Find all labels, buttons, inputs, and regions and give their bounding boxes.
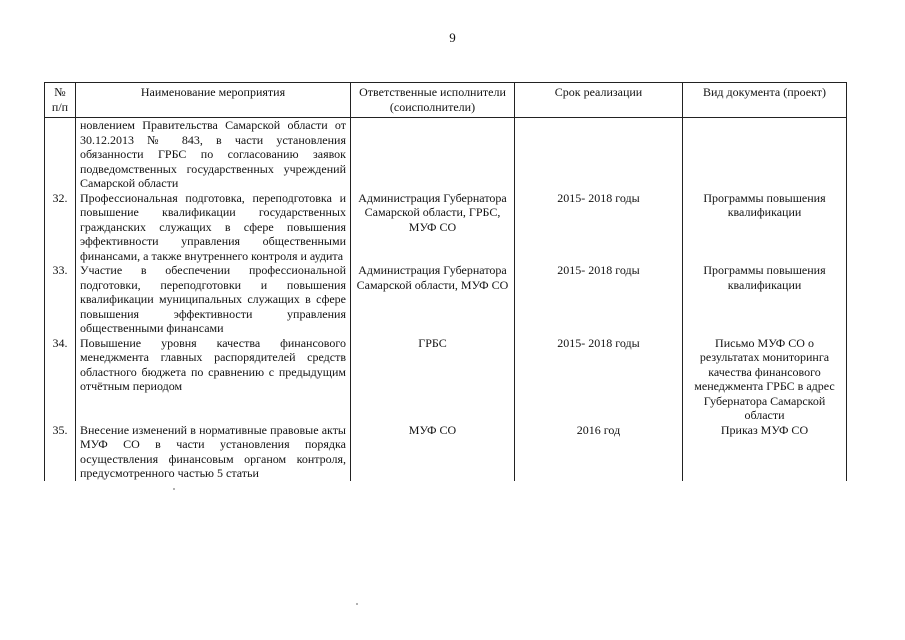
table-row xyxy=(45,191,847,264)
cell-deadline: 2015- 2018 годы xyxy=(515,191,683,264)
cell-deadline: 2015- 2018 годы xyxy=(515,336,683,423)
cell-name: Участие в обеспечении профессиональной подготовки, переподготовки и повышения квалификации муниципальных служащих в сфере повышения эффективности управления общественными финансами xyxy=(76,263,351,336)
scan-speck xyxy=(173,488,175,490)
cell-deadline: 2016 год xyxy=(515,423,683,481)
cell-executors: Администрация Губернатора Самарской области, МУФ СО xyxy=(351,263,515,336)
scan-speck xyxy=(356,603,358,605)
table-row-continuation xyxy=(45,118,847,191)
cell-deadline xyxy=(515,118,683,191)
table-row xyxy=(45,336,847,423)
cell-doc: Программы повышения квалификации xyxy=(683,263,847,336)
cell-num: 35. xyxy=(45,423,76,481)
table-row xyxy=(45,423,847,481)
cell-doc: Программы повышения квалификации xyxy=(683,191,847,264)
header-deadline: Срок реализации xyxy=(515,83,683,118)
header-doc: Вид документа (проект) xyxy=(683,83,847,118)
measures-table xyxy=(44,82,847,481)
table-header-row xyxy=(45,83,847,118)
cell-num xyxy=(45,118,76,191)
cell-name: новлением Правительства Самарской области от 30.12.2013 № 843, в части установления обязанности ГРБС по согласованию заявок подведомственных государственных учреждений Самарской области xyxy=(76,118,351,191)
header-executors: Ответственные исполнители (соисполнители) xyxy=(351,83,515,118)
cell-doc: Письмо МУФ СО о результатах мониторинга качества финансового менеджмента ГРБС в адрес Губернатора Самарской области xyxy=(683,336,847,423)
cell-executors: МУФ СО xyxy=(351,423,515,481)
cell-executors: ГРБС xyxy=(351,336,515,423)
page-number: 9 xyxy=(449,30,456,45)
cell-num: 32. xyxy=(45,191,76,264)
header-num: № п/п xyxy=(45,83,76,118)
cell-num: 33. xyxy=(45,263,76,336)
cell-name: Повышение уровня качества финансового менеджмента главных распорядителей средств областного бюджета по сравнению с предыдущим отчётным периодом xyxy=(76,336,351,423)
cell-num: 34. xyxy=(45,336,76,423)
cell-deadline: 2015- 2018 годы xyxy=(515,263,683,336)
cell-executors: Администрация Губернатора Самарской области, ГРБС, МУФ СО xyxy=(351,191,515,264)
table-row xyxy=(45,263,847,336)
cell-name: Внесение изменений в нормативные правовые акты МУФ СО в части установления порядка осуществления финансовым органом контроля, предусмотренного частью 5 статьи xyxy=(76,423,351,481)
header-name: Наименование мероприятия xyxy=(76,83,351,118)
cell-name: Профессиональная подготовка, переподготовка и повышение квалификации государственных гражданских служащих в сфере повышения эффективности управления общественными финансами, а также внутреннего контроля и аудита xyxy=(76,191,351,264)
cell-executors xyxy=(351,118,515,191)
cell-doc: Приказ МУФ СО xyxy=(683,423,847,481)
cell-doc xyxy=(683,118,847,191)
